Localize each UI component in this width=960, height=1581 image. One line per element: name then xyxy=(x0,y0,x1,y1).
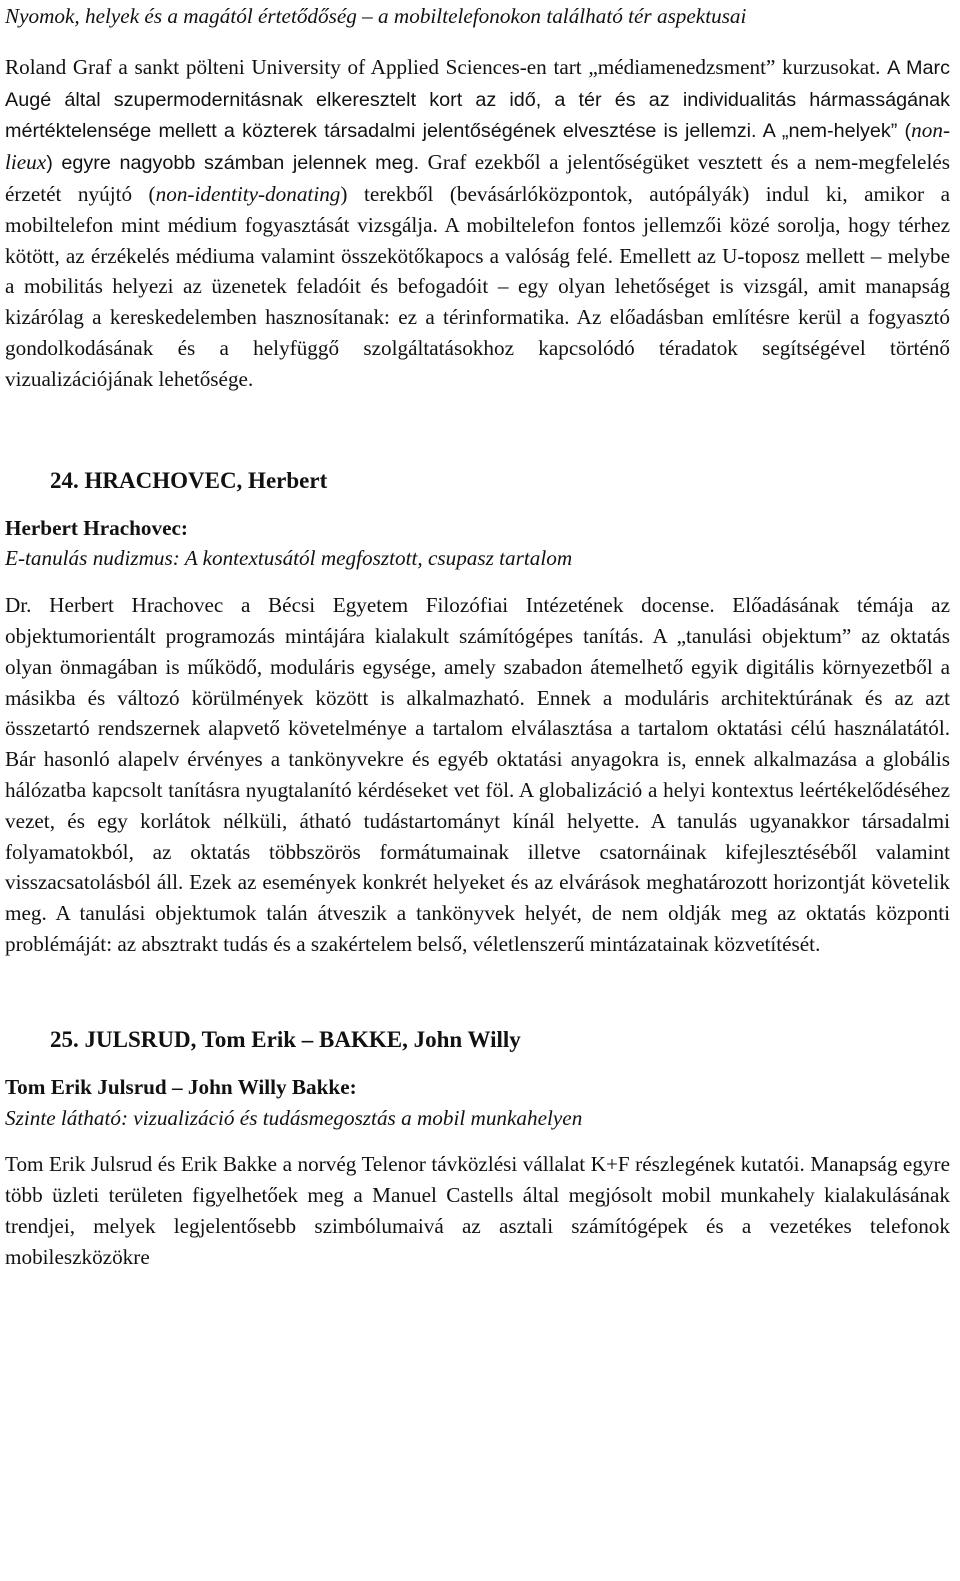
section-23-paragraph xyxy=(5,52,950,395)
section-24-author: Herbert Hrachovec: xyxy=(5,515,188,540)
section-23-term-non-lieux: non-lieux xyxy=(5,118,950,175)
spacer xyxy=(5,395,950,465)
section-23-title: Nyomok, helyek és a magától értetődőség – a mobiltelefonokon található tér aspektusai xyxy=(5,4,747,28)
section-25-heading: 25. JULSRUD, Tom Erik – BAKKE, John Willy xyxy=(50,1026,521,1052)
section-23-auge-sentence: A Marc Augé által szupermodernitásnak elkeresztelt kort az idő, a tér és az individualitás hármasságának mértéktelensége mellett a közterek társadalmi jelentőségének elvesztése is jellemzi. A „nem-helyek” ( xyxy=(5,56,950,143)
section-23-intro-sentence: Roland Graf a sankt pölteni University of Applied Sciences-en tart „médiamenedzsment” kurzusokat. xyxy=(5,54,881,79)
section-25-author: Tom Erik Julsrud – John Willy Bakke: xyxy=(5,1074,357,1099)
section-23-auge-sentence-end: ) egyre nagyobb számban jelennek meg. xyxy=(46,152,420,175)
spacer xyxy=(5,32,950,52)
section-23-term-non-identity: non-identity-donating xyxy=(155,181,341,206)
section-24-subtitle: E-tanulás nudizmus: A kontextusától megfosztott, csupasz tartalom xyxy=(5,546,573,571)
spacer xyxy=(5,497,950,513)
spacer xyxy=(5,960,950,1024)
section-25-subtitle: Szinte látható: vizualizáció és tudásmegosztás a mobil munkahelyen xyxy=(5,1105,583,1130)
spacer xyxy=(5,1056,950,1072)
section-25-body: Tom Erik Julsrud és Erik Bakke a norvég Telenor távközlési vállalat K+F részlegének kutatói. Manapság egyre több üzleti területen figyelhetőek meg a Manuel Castells által megjósolt mobil munkahely kialakulásának trendjei, melyek legjelentősebb szimbólumaivá az asztali számítógépek és a vezetékes telefonok mobileszközökre xyxy=(5,1152,950,1269)
section-23-u-topos: Emellett az U-toposz mellett – melybe a mobilitás helyezi az üzenetek feladóit és befogadóit – egy olyan lehetőséget is vizsgál, amit manapság kizárólag a kereskedelemben hasznosítanak: ez a térinformatika. Az előadásban említésre kerül a fogyasztó gondolkodásának és a helyfüggő szolgáltatásokhoz kapcsolódó téradatok segítségével történő vizualizációjának lehetősége. xyxy=(5,243,950,391)
section-23-graf-sentence: Graf ezekből a jelentőségüket vesztett és a nem-megfelelés érzetét nyújtó ( xyxy=(5,150,950,206)
spacer xyxy=(5,574,950,590)
section-23-graf-sentence-end: ) terekből (bevásárlóközpontok, autópályák) indul ki, amikor a mobiltelefon mint médium fogyasztását vizsgálja. xyxy=(5,181,950,237)
section-24-body: Dr. Herbert Hrachovec a Bécsi Egyetem Filozófiai Intézetének docense. Előadásának témája az objektumorientált programozás mintájára kialakult számítógépes tanítás. A „tanulási objektum” az oktatás olyan önmagában is működő, moduláris egysége, amely szabadon átemelhető egyik digitális környezetből a másikba és változó körülmények között is alkalmazható. Ennek a moduláris architektúrának és az azt összetartó rendszernek alapvető követelménye a tartalom elválasztása a tartalom oktatási célú használatától. Bár hasonló alapelv érvényes a tankönyvekre és egyéb oktatási anyagokra is, ennek alkalmazása a globális hálózatba kapcsolt tanításra nyugtalanító kérdéseket vet föl. A globalizáció a helyi kontextus leértékelődéséhez vezet, és egy korlátok nélküli, átható tudástartományt kínál helyette. A tanulás ugyanakkor társadalmi folyamatokból, az oktatás többszörös formátumainak illetve csatornáinak kifejlesztéséből valamint visszacsatolásból áll. Ezek az események konkrét helyeket és az elvárások meghatározott horizontját követelik meg. A tanulási objektumok talán átveszik a tankönyvek helyét, de nem oldják meg az oktatás központi problémáját: az absztrakt tudás és a szakértelem belső, véletlenszerű mintázatainak közvetítését. xyxy=(5,593,950,956)
section-23-mobile-features: A mobiltelefon fontos jellemzői közé sorolja, hogy térhez kötött, az érzékelés médiuma valamint összekötőkapocs a valóság felé. xyxy=(5,212,950,268)
spacer xyxy=(5,1133,950,1149)
section-24-heading: 24. HRACHOVEC, Herbert xyxy=(50,467,328,493)
